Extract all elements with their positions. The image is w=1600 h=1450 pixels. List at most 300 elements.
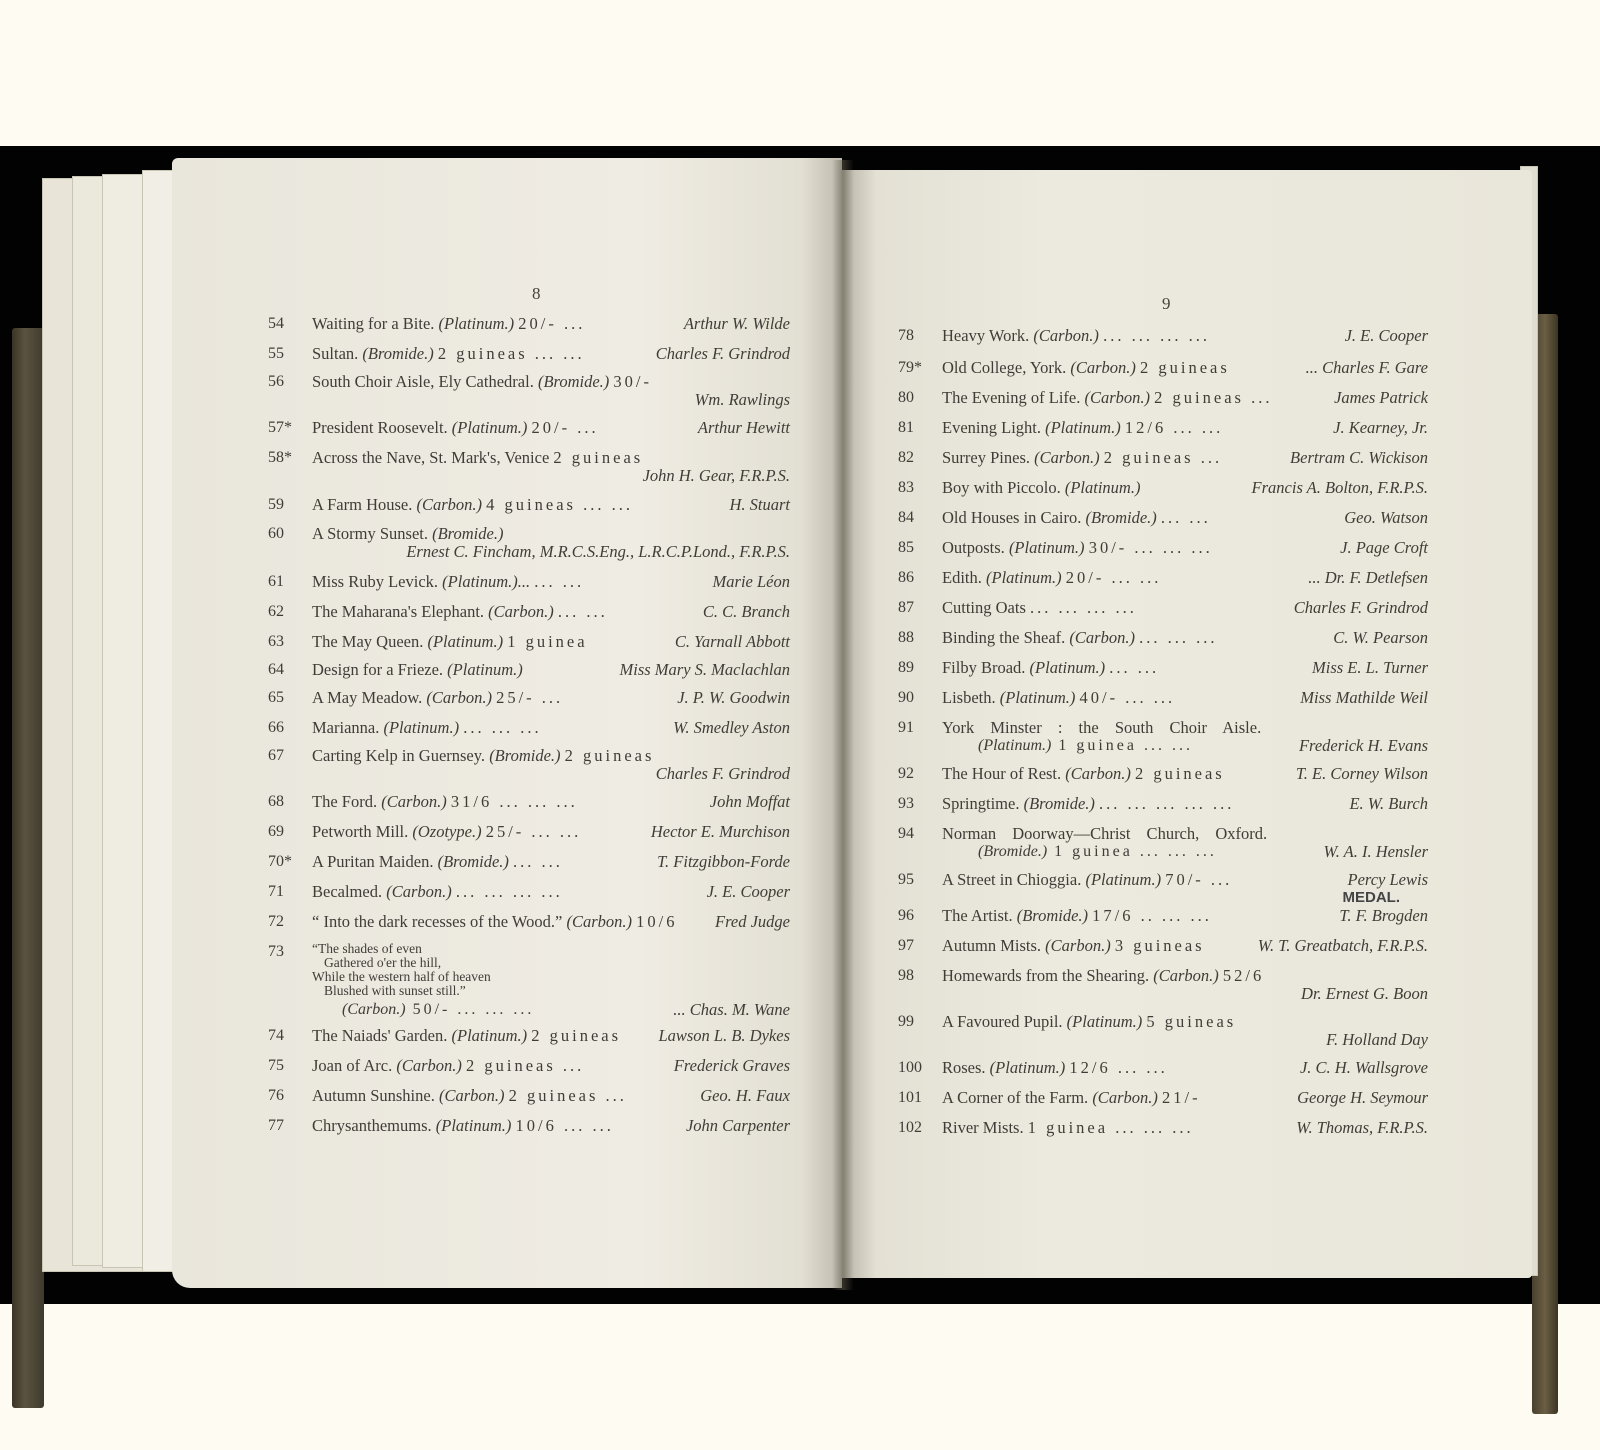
entry-artist: C. Yarnall Abbott (674, 632, 790, 651)
entry-title-text: Old College, York. (942, 358, 1067, 377)
entry-number: 63 (268, 633, 284, 650)
verse-line: Blushed with sunset still.” (324, 983, 466, 998)
catalogue-entry (898, 824, 1428, 868)
entry-process: (Carbon.) (342, 1001, 406, 1018)
entry-number: 84 (898, 509, 914, 526)
entry-title (312, 344, 585, 364)
entry-process: (Bromide.) (537, 372, 610, 391)
entry-process: (Platinum.) (1008, 538, 1085, 557)
entry-number: 89 (898, 659, 914, 676)
entry-number: 57* (268, 419, 292, 436)
entry-title-text: Springtime. (942, 794, 1020, 813)
entry-title-text: Boy with Piccolo. (942, 478, 1061, 497)
entry-title (312, 448, 643, 468)
entry-title (312, 572, 584, 592)
entry-artist: J. C. H. Wallsgrove (1299, 1058, 1428, 1077)
entry-title (312, 718, 542, 738)
entry-number: 70* (268, 853, 292, 870)
entry-artist: C. W. Pearson (1333, 628, 1428, 647)
entry-title (942, 478, 1140, 498)
entry-title (312, 372, 652, 392)
entry-artist: ... Chas. M. Wane (673, 1000, 790, 1019)
entry-artist: John Carpenter (685, 1116, 790, 1135)
entry-artist: J. E. Cooper (706, 882, 790, 901)
entry-artist: Fred Judge (715, 912, 790, 931)
entry-title (942, 628, 1217, 648)
entry-number: 98 (898, 967, 914, 984)
entry-title-text: The Ford. (312, 792, 378, 811)
entry-title (942, 388, 1272, 408)
entry-title (312, 314, 585, 334)
entry-artist: Francis A. Bolton, F.R.P.S. (1251, 478, 1428, 497)
entry-price: 4 guineas ... ... (486, 495, 633, 514)
entry-title (312, 632, 588, 652)
entry-title (312, 746, 654, 766)
entry-number: 54 (268, 315, 284, 332)
entry-process: (Platinum.) (383, 718, 460, 737)
entry-price: 2 guineas ... (466, 1056, 585, 1075)
entry-title (312, 660, 523, 680)
entry-process: (Platinum.) (427, 632, 504, 651)
entry-price: 2 guineas ... (1103, 448, 1223, 467)
entry-artist: Ernest C. Fincham, M.R.C.S.Eng., L.R.C.P.Lond., F.R.P.S. (406, 542, 790, 561)
book-cover-left (12, 328, 44, 1408)
entry-title (312, 1026, 621, 1046)
entry-title (942, 936, 1205, 956)
entry-artist: Wm. Rawlings (694, 390, 790, 409)
entry-number: 86 (898, 569, 914, 586)
entry-title-text: A Street in Chioggia. (942, 870, 1082, 889)
entry-process: (Carbon.) (396, 1056, 462, 1075)
entry-title-text: Filby Broad. (942, 658, 1026, 677)
entry-title-text: Binding the Sheaf. (942, 628, 1066, 647)
entry-process: (Carbon.) (426, 688, 492, 707)
entry-process: (Bromide.) (362, 344, 434, 363)
entry-process: (Platinum.) (447, 660, 523, 679)
entry-artist: Marie Léon (712, 572, 790, 591)
entry-price: 12/6 ... ... (1124, 418, 1224, 437)
entry-title (942, 1058, 1168, 1078)
entry-price: 10/6 ... ... (515, 1116, 614, 1135)
entry-price: 17/6 .. ... ... (1092, 906, 1212, 925)
entry-number: 101 (898, 1089, 922, 1106)
entry-price: 50/- ... ... ... (405, 1001, 535, 1018)
entry-artist: Charles F. Grindrod (1293, 598, 1428, 617)
entry-process: (Platinum.) (451, 1026, 528, 1045)
entry-price: 2 guineas (1134, 764, 1225, 783)
entry-title (312, 822, 581, 842)
entry-number: 95 (898, 871, 914, 888)
entry-artist: Miss E. L. Turner (1312, 658, 1428, 677)
entry-title-text: Norman Doorway—Christ Church, Oxford. (942, 824, 1268, 843)
entry-process: (Platinum.) (1029, 658, 1106, 677)
page-number: 9 (1162, 294, 1171, 313)
verse-line: While the western half of heaven (312, 969, 491, 984)
entry-title-text: A May Meadow. (312, 688, 423, 707)
entry-price: 1 guinea ... ... ... (1027, 1118, 1194, 1137)
entry-artist: J. E. Cooper (1344, 326, 1428, 345)
entry-process: (Platinum.) (978, 737, 1052, 754)
entry-title-text: Waiting for a Bite. (312, 314, 435, 333)
entry-title-text: A Corner of the Farm. (942, 1088, 1089, 1107)
entry-title-text: Evening Light. (942, 418, 1041, 437)
entry-title (942, 448, 1222, 468)
entry-number: 59 (268, 496, 284, 513)
entry-title (942, 1118, 1194, 1138)
entry-artist: Miss Mary S. Maclachlan (619, 660, 790, 679)
entry-title-text: Lisbeth. (942, 688, 996, 707)
entry-artist: W. Thomas, F.R.P.S. (1296, 1118, 1428, 1137)
entry-title-text: Marianna. (312, 718, 380, 737)
entry-title-text: River Mists. (942, 1118, 1024, 1137)
entry-number: 67 (268, 747, 284, 764)
entry-artist: Arthur Hewitt (697, 418, 790, 437)
entry-price: ... ... ... (1139, 628, 1218, 647)
entry-process: (Carbon.) (386, 882, 452, 901)
entry-number: 100 (898, 1059, 922, 1076)
entry-process: (Carbon.) (1069, 628, 1135, 647)
entry-artist: T. Fitzgibbon-Forde (657, 852, 790, 871)
entry-price: 20/- ... (518, 314, 586, 333)
entry-price: 2 guineas (564, 746, 655, 765)
entry-price: 52/6 (1222, 966, 1265, 985)
entry-title (942, 870, 1232, 890)
entry-price: ... ... ... ... (1030, 598, 1137, 617)
entry-process: (Platinum.) (1066, 1012, 1143, 1031)
catalogue-entry (898, 1012, 1428, 1056)
page-number: 8 (532, 284, 541, 303)
entry-price: 30/- (613, 372, 652, 391)
entry-process: (Bromide.) (978, 843, 1048, 860)
entry-details (342, 1000, 534, 1020)
entry-title-text: The Evening of Life. (942, 388, 1081, 407)
entry-number: 71 (268, 883, 284, 900)
entry-number: 60 (268, 525, 284, 542)
entry-process: (Carbon.) (1153, 966, 1219, 985)
entry-title-text: A Favoured Pupil. (942, 1012, 1063, 1031)
entry-title (312, 524, 503, 544)
entry-artist: Percy Lewis (1347, 870, 1428, 889)
entry-number: 77 (268, 1117, 284, 1134)
entry-artist: F. Holland Day (1326, 1030, 1428, 1049)
entry-artist: Geo. Watson (1344, 508, 1428, 527)
entry-number: 68 (268, 793, 284, 810)
entry-artist: W. A. I. Hensler (1323, 842, 1428, 861)
entry-title-text: Roses. (942, 1058, 986, 1077)
entry-title (312, 418, 599, 438)
entry-number: 75 (268, 1057, 284, 1074)
entry-artist: W. Smedley Aston (673, 718, 790, 737)
entry-process: (Platinum.) (1085, 870, 1162, 889)
entry-number: 96 (898, 907, 914, 924)
entry-artist: Frederick H. Evans (1298, 736, 1428, 755)
entry-price: ... ... (1109, 658, 1160, 677)
entry-process: (Bromide.) (1085, 508, 1157, 527)
right-page (842, 170, 1532, 1278)
entry-title-text: A Puritan Maiden. (312, 852, 434, 871)
entry-process: (Platinum.) (989, 1058, 1066, 1077)
entry-price: ... ... ... ... (1103, 326, 1210, 345)
entry-title (312, 852, 563, 872)
entry-price: ... ... ... (463, 718, 542, 737)
entry-price: 5 guineas (1146, 1012, 1237, 1031)
entry-process: (Platinum.) (438, 314, 515, 333)
entry-title (942, 794, 1234, 814)
entry-title-text: Becalmed. (312, 882, 383, 901)
entry-price: ... ... (1160, 508, 1211, 527)
entry-title (942, 568, 1161, 588)
entry-price: ... ... (513, 852, 563, 871)
entry-price: 25/- ... ... (485, 822, 582, 841)
entry-title-text: “ Into the dark recesses of the Wood.” (312, 912, 563, 931)
entry-artist: ... Dr. F. Detlefsen (1308, 568, 1428, 587)
entry-number: 72 (268, 913, 284, 930)
entry-title-text: The Naiads' Garden. (312, 1026, 448, 1045)
entry-process: (Carbon.) (488, 602, 554, 621)
entry-process: (Ozotype.) (412, 822, 482, 841)
entry-title (942, 598, 1137, 618)
entry-title (942, 688, 1175, 708)
entry-process: (Carbon.) (1034, 448, 1100, 467)
entry-process: (Carbon.) (1092, 1088, 1158, 1107)
entry-process: (Platinum.) (1064, 478, 1141, 497)
entry-title (312, 1116, 614, 1136)
entry-artist: Charles F. Grindrod (655, 344, 790, 363)
entry-number: 78 (898, 327, 914, 344)
entry-process: (Carbon.) (1070, 358, 1136, 377)
entry-price: 40/- ... ... (1079, 688, 1176, 707)
entry-price: ... ... (557, 602, 608, 621)
entry-title (942, 538, 1213, 558)
entry-price: 2 guineas (553, 448, 644, 467)
entry-process: (Bromide.) (489, 746, 561, 765)
entry-number: 99 (898, 1013, 914, 1030)
entry-process: (Platinum.) (986, 568, 1062, 587)
entry-artist: James Patrick (1334, 388, 1428, 407)
entry-price: 1 guinea (507, 632, 588, 651)
entry-process: (Carbon.) (1065, 764, 1131, 783)
entry-title-text: Carting Kelp in Guernsey. (312, 746, 486, 765)
entry-process: (Bromide.) (1023, 794, 1095, 813)
entry-artist: John Moffat (709, 792, 790, 811)
entry-artist: J. Page Croft (1340, 538, 1428, 557)
entry-number: 93 (898, 795, 914, 812)
entry-title (312, 602, 608, 622)
catalogue-entry (268, 941, 790, 1019)
entry-artist: Arthur W. Wilde (683, 314, 790, 333)
entry-price: 2 guineas (531, 1026, 622, 1045)
entry-process: (Platinum.) (1045, 418, 1121, 437)
entry-artist: Hector E. Murchison (650, 822, 790, 841)
entry-number: 83 (898, 479, 914, 496)
entry-artist: Dr. Ernest G. Boon (1301, 984, 1428, 1003)
entry-title-text: Petworth Mill. (312, 822, 409, 841)
entry-artist: C. C. Branch (702, 602, 790, 621)
entry-number: 87 (898, 599, 914, 616)
entry-artist: Lawson L. B. Dykes (658, 1026, 790, 1045)
entry-number: 62 (268, 603, 284, 620)
entry-number: 66 (268, 719, 284, 736)
entry-price: ... ... (534, 572, 585, 591)
entry-price: 2 guineas (1140, 358, 1230, 377)
catalogue-entry (268, 1116, 790, 1160)
entry-artist: Frederick Graves (673, 1056, 790, 1075)
entry-process: (Platinum.)... (442, 572, 531, 591)
book-gutter (832, 160, 854, 1290)
entry-title-text: A Stormy Sunset. (312, 524, 428, 543)
entry-price: 31/6 ... ... ... (450, 792, 578, 811)
entry-details (978, 842, 1217, 862)
entry-number: 85 (898, 539, 914, 556)
entry-title (942, 764, 1225, 784)
catalogue-entry (268, 372, 790, 416)
entry-title (312, 912, 678, 932)
entry-title-text: A Farm House. (312, 495, 413, 514)
catalogue-entry (898, 1118, 1428, 1162)
entry-price: 12/6 ... ... (1069, 1058, 1168, 1077)
entry-number: 94 (898, 825, 914, 842)
entry-award: MEDAL. (1342, 889, 1400, 906)
entry-process: (Bromide.) (1016, 906, 1089, 925)
entry-title-text: Homewards from the Shearing. (942, 966, 1150, 985)
entry-price: 10/6 (636, 912, 678, 931)
entry-title-text: President Roosevelt. (312, 418, 448, 437)
entry-title-text: Design for a Frieze. (312, 660, 444, 679)
entry-price: 2 guineas ... ... (437, 344, 585, 363)
entry-number: 81 (898, 419, 914, 436)
entry-title (942, 418, 1223, 438)
entry-price: 20/- ... ... (1065, 568, 1162, 587)
entry-number: 56 (268, 373, 284, 390)
entry-artist: E. W. Burch (1349, 794, 1428, 813)
entry-title-text: Heavy Work. (942, 326, 1030, 345)
entry-artist: J. P. W. Goodwin (677, 688, 790, 707)
entry-title (942, 824, 1267, 844)
entry-number: 97 (898, 937, 914, 954)
entry-title-text: Autumn Sunshine. (312, 1086, 435, 1105)
entry-number: 69 (268, 823, 284, 840)
entry-number: 55 (268, 345, 284, 362)
entry-title (312, 1086, 627, 1106)
verse-line: “The shades of even (312, 941, 422, 956)
entry-artist: T. E. Corney Wilson (1295, 764, 1428, 783)
entry-artist: J. Kearney, Jr. (1333, 418, 1428, 437)
entry-number: 73 (268, 943, 284, 960)
entry-number: 102 (898, 1119, 922, 1136)
entry-number: 80 (898, 389, 914, 406)
entry-number: 82 (898, 449, 914, 466)
entry-title-text: Joan of Arc. (312, 1056, 393, 1075)
catalogue-list-right (842, 170, 1532, 1278)
entry-artist: Charles F. Grindrod (655, 764, 790, 783)
entry-process: (Carbon.) (438, 1086, 505, 1105)
entry-title-text: Cutting Oats (942, 598, 1026, 617)
entry-price: 30/- ... ... ... (1088, 538, 1213, 557)
entry-price: 1 guinea ... ... (1051, 737, 1193, 754)
entry-number: 58* (268, 449, 292, 466)
catalogue-entry (898, 966, 1428, 1010)
entry-verse (312, 942, 491, 998)
entry-artist: George H. Seymour (1297, 1088, 1428, 1107)
entry-artist: Bertram C. Wickison (1290, 448, 1428, 467)
entry-price: 70/- ... (1165, 870, 1233, 889)
catalogue-entry (268, 448, 790, 492)
entry-number: 90 (898, 689, 914, 706)
entry-title-text: South Choir Aisle, Ely Cathedral. (312, 372, 534, 391)
entry-title-text: Outposts. (942, 538, 1005, 557)
entry-number: 79* (898, 359, 922, 376)
entry-title-text: The May Queen. (312, 632, 424, 651)
entry-process: (Bromide.) (432, 524, 504, 543)
entry-title (312, 882, 563, 902)
entry-price: 20/- ... (531, 418, 599, 437)
entry-title (312, 688, 563, 708)
entry-details (978, 736, 1193, 756)
entry-number: 74 (268, 1027, 284, 1044)
entry-process: (Platinum.) (435, 1116, 512, 1135)
entry-title (942, 718, 1261, 738)
entry-title (312, 495, 633, 515)
entry-artist: T. F. Brogden (1339, 906, 1428, 925)
entry-title-text: Autumn Mists. (942, 936, 1042, 955)
entry-artist: H. Stuart (729, 495, 790, 514)
entry-title-text: The Artist. (942, 906, 1013, 925)
entry-process: (Platinum.) (999, 688, 1076, 707)
entry-title (942, 966, 1264, 986)
entry-title-text: York Minster : the South Choir Aisle. (942, 718, 1262, 737)
left-page (172, 158, 842, 1288)
entry-title (942, 508, 1211, 528)
entry-price: 3 guineas (1114, 936, 1205, 955)
entry-title (942, 658, 1159, 678)
entry-artist: John H. Gear, F.R.P.S. (642, 466, 790, 485)
entry-title-text: The Maharana's Elephant. (312, 602, 485, 621)
entry-title-text: Miss Ruby Levick. (312, 572, 439, 591)
entry-process: (Carbon.) (381, 792, 447, 811)
entry-title (312, 792, 578, 812)
entry-price: 2 guineas ... (508, 1086, 627, 1105)
entry-number: 91 (898, 719, 914, 736)
entry-title (942, 1088, 1201, 1108)
entry-process: (Carbon.) (1033, 326, 1099, 345)
entry-number: 64 (268, 661, 284, 678)
entry-title-text: Across the Nave, St. Mark's, Venice (312, 448, 550, 467)
entry-price: 1 guinea ... ... ... (1047, 843, 1217, 860)
entry-title (942, 906, 1212, 926)
entry-process: (Carbon.) (1045, 936, 1111, 955)
entry-process: (Carbon.) (1084, 388, 1151, 407)
entry-artist: Miss Mathilde Weil (1300, 688, 1428, 707)
catalogue-entry (268, 524, 790, 568)
entry-number: 92 (898, 765, 914, 782)
entry-title-text: Surrey Pines. (942, 448, 1030, 467)
entry-price: ... ... ... ... (455, 882, 563, 901)
entry-title (942, 1012, 1236, 1032)
entry-title (942, 326, 1210, 346)
entry-title-text: Edith. (942, 568, 982, 587)
entry-process: (Carbon.) (566, 912, 633, 931)
entry-process: (Bromide.) (437, 852, 509, 871)
entry-artist: Geo. H. Faux (700, 1086, 790, 1105)
entry-price: 25/- ... (496, 688, 564, 707)
entry-process: (Platinum.) (451, 418, 528, 437)
entry-title-text: The Hour of Rest. (942, 764, 1062, 783)
entry-price: 21/- (1161, 1088, 1201, 1107)
entry-number: 88 (898, 629, 914, 646)
entry-number: 65 (268, 689, 284, 706)
entry-process: (Carbon.) (416, 495, 483, 514)
entry-title-text: Old Houses in Cairo. (942, 508, 1082, 527)
